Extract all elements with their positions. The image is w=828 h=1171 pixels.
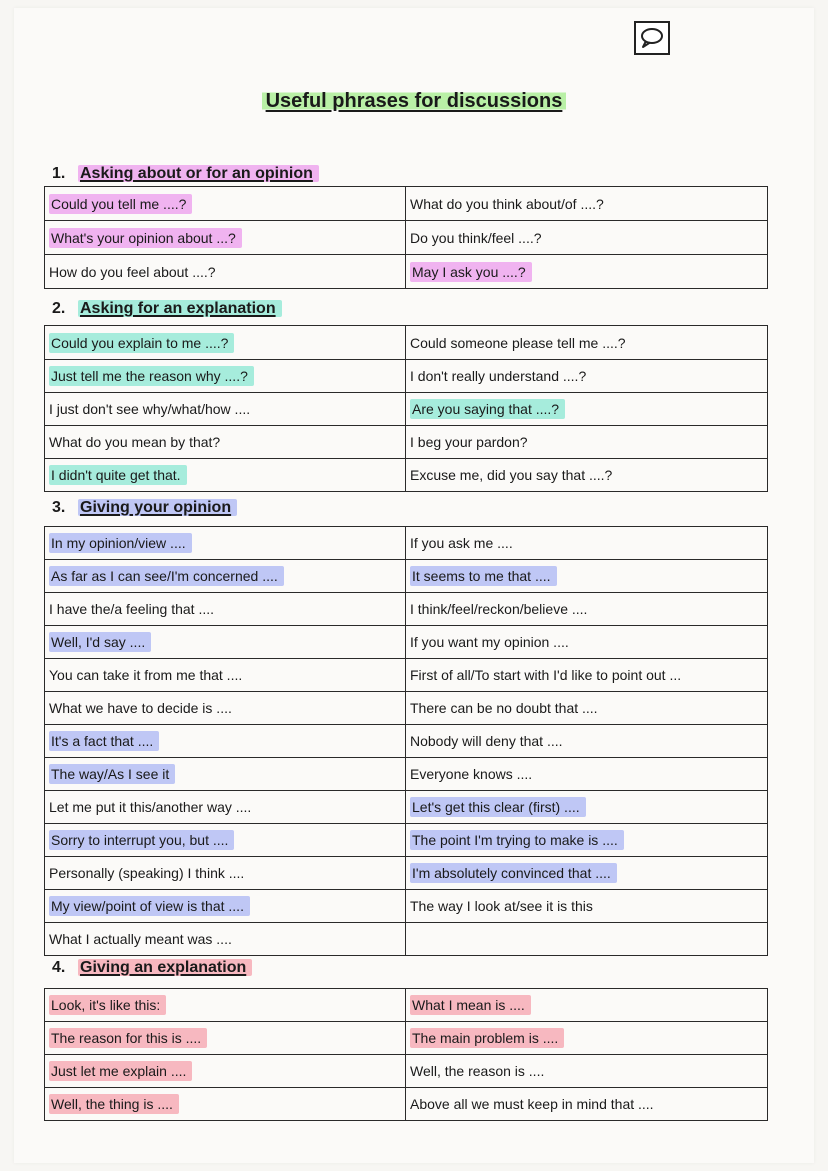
phrase-cell (406, 1055, 768, 1088)
phrase-cell (406, 791, 768, 824)
phrase-cell (45, 1055, 406, 1088)
section-asking-opinion (44, 162, 768, 289)
phrase-text: What's your opinion about ...? (49, 228, 242, 248)
section-heading: 1. Asking about or for an opinion (44, 162, 768, 186)
table-row (45, 426, 768, 459)
phrase-cell (45, 659, 406, 692)
table-row (45, 725, 768, 758)
phrase-text: What I mean is .... (410, 995, 531, 1015)
phrase-text: Are you saying that ....? (410, 399, 565, 419)
phrase-text: I'm absolutely convinced that .... (410, 863, 617, 883)
table-row (45, 326, 768, 360)
table-row (45, 857, 768, 890)
phrase-text: I have the/a feeling that .... (49, 601, 214, 617)
phrase-cell (45, 326, 406, 360)
phrase-cell (45, 255, 406, 289)
table-row (45, 890, 768, 923)
phrase-cell (45, 527, 406, 560)
section-heading: 2. Asking for an explanation (44, 297, 768, 321)
table-row (45, 221, 768, 255)
phrase-cell (45, 626, 406, 659)
phrase-text: Could you explain to me ....? (49, 333, 234, 353)
phrase-cell (406, 923, 768, 956)
phrase-text: I beg your pardon? (410, 434, 528, 450)
phrase-text: As far as I can see/I'm concerned .... (49, 566, 284, 586)
phrase-text: The reason for this is .... (49, 1028, 207, 1048)
section-heading: 3. Giving your opinion (44, 496, 768, 520)
phrase-cell (406, 1088, 768, 1121)
table-row (45, 459, 768, 492)
phrase-cell (45, 187, 406, 221)
phrase-text: The main problem is .... (410, 1028, 564, 1048)
phrase-table (44, 186, 768, 289)
phrase-text: There can be no doubt that .... (410, 700, 598, 716)
phrase-cell (45, 890, 406, 923)
phrase-text: The way/As I see it (49, 764, 175, 784)
phrase-cell (406, 725, 768, 758)
table-row (45, 758, 768, 791)
phrase-text: Let me put it this/another way .... (49, 799, 252, 815)
phrase-cell (406, 890, 768, 923)
table-row (45, 989, 768, 1022)
table-row (45, 791, 768, 824)
table-row (45, 659, 768, 692)
phrase-cell (406, 187, 768, 221)
phrase-text: I didn't quite get that. (49, 465, 187, 485)
phrase-cell (406, 255, 768, 289)
phrase-cell (45, 989, 406, 1022)
table-row (45, 923, 768, 956)
phrase-text: Well, the reason is .... (410, 1063, 545, 1079)
phrase-text: Could someone please tell me ....? (410, 334, 626, 351)
phrase-text: Excuse me, did you say that ....? (410, 467, 613, 483)
phrase-cell (406, 527, 768, 560)
phrase-text: What I actually meant was .... (49, 931, 232, 947)
phrase-cell (45, 221, 406, 255)
phrase-text: If you ask me .... (410, 535, 513, 551)
phrase-cell (45, 393, 406, 426)
phrase-text: Well, the thing is .... (49, 1094, 179, 1114)
table-row (45, 360, 768, 393)
phrase-cell (45, 1088, 406, 1121)
phrase-text: Everyone knows .... (410, 766, 533, 782)
phrase-cell (45, 923, 406, 956)
phrase-cell (406, 393, 768, 426)
phrase-cell (45, 459, 406, 492)
phrase-cell (406, 758, 768, 791)
phrase-cell (406, 593, 768, 626)
phrase-text: Just let me explain .... (49, 1061, 192, 1081)
page-title: Useful phrases for discussions (0, 90, 828, 113)
phrase-text: May I ask you ....? (410, 262, 532, 282)
phrase-text: Well, I'd say .... (49, 632, 151, 652)
table-row (45, 1088, 768, 1121)
phrase-text: The point I'm trying to make is .... (410, 830, 624, 850)
table-row (45, 187, 768, 221)
phrase-text: I just don't see why/what/how .... (49, 401, 251, 417)
phrase-cell (406, 824, 768, 857)
phrase-text: What do you think about/of ....? (410, 195, 604, 212)
phrase-text: Let's get this clear (first) .... (410, 797, 586, 817)
phrase-text: Look, it's like this: (49, 995, 166, 1015)
phrase-cell (45, 857, 406, 890)
phrase-table (44, 325, 768, 492)
phrase-text: The way I look at/see it is this (410, 898, 593, 914)
phrase-text: You can take it from me that .... (49, 667, 243, 683)
table-row (45, 626, 768, 659)
phrase-text: My view/point of view is that .... (49, 896, 250, 916)
phrase-cell (406, 626, 768, 659)
table-row (45, 393, 768, 426)
table-row (45, 593, 768, 626)
phrase-cell (406, 989, 768, 1022)
phrase-cell (45, 791, 406, 824)
phrase-text: Do you think/feel ....? (410, 229, 542, 246)
phrase-text: Could you tell me ....? (49, 194, 192, 214)
phrase-cell (45, 593, 406, 626)
phrase-cell (406, 857, 768, 890)
speech-bubble-icon (634, 21, 670, 55)
phrase-cell (406, 459, 768, 492)
phrase-cell (406, 560, 768, 593)
phrase-cell (406, 426, 768, 459)
phrase-cell (45, 360, 406, 393)
table-row (45, 692, 768, 725)
table-row (45, 824, 768, 857)
phrase-text: What we have to decide is .... (49, 700, 232, 716)
table-row (45, 1022, 768, 1055)
table-row (45, 560, 768, 593)
phrase-cell (45, 560, 406, 593)
phrase-text: Above all we must keep in mind that .... (410, 1096, 654, 1112)
phrase-cell (45, 725, 406, 758)
phrase-text: In my opinion/view .... (49, 533, 192, 553)
phrase-table (44, 526, 768, 956)
phrase-text: How do you feel about ....? (49, 263, 216, 280)
section-heading: 4. Giving an explanation (44, 956, 768, 980)
phrase-cell (406, 1022, 768, 1055)
table-row (45, 255, 768, 289)
phrase-table (44, 988, 768, 1121)
phrase-text: What do you mean by that? (49, 434, 221, 450)
phrase-cell (406, 221, 768, 255)
table-row (45, 1055, 768, 1088)
section-asking-explanation (44, 297, 768, 492)
phrase-text: It's a fact that .... (49, 731, 159, 751)
phrase-text: Just tell me the reason why ....? (49, 366, 254, 386)
phrase-text: I don't really understand ....? (410, 368, 587, 384)
phrase-cell (45, 824, 406, 857)
phrase-text: I think/feel/reckon/believe .... (410, 601, 588, 617)
phrase-text: It seems to me that .... (410, 566, 557, 586)
phrase-cell (45, 758, 406, 791)
section-giving-explanation (44, 956, 768, 1121)
phrase-text: Personally (speaking) I think .... (49, 865, 245, 881)
phrase-cell (45, 692, 406, 725)
phrase-cell (45, 426, 406, 459)
phrase-text: If you want my opinion .... (410, 634, 569, 650)
phrase-text: First of all/To start with I'd like to point out ... (410, 667, 682, 683)
phrase-cell (406, 659, 768, 692)
phrase-cell (406, 326, 768, 360)
phrase-text: Sorry to interrupt you, but .... (49, 830, 234, 850)
section-giving-opinion (44, 496, 768, 956)
phrase-cell (406, 692, 768, 725)
phrase-cell (45, 1022, 406, 1055)
phrase-text: Nobody will deny that .... (410, 733, 563, 749)
table-row (45, 527, 768, 560)
phrase-cell (406, 360, 768, 393)
